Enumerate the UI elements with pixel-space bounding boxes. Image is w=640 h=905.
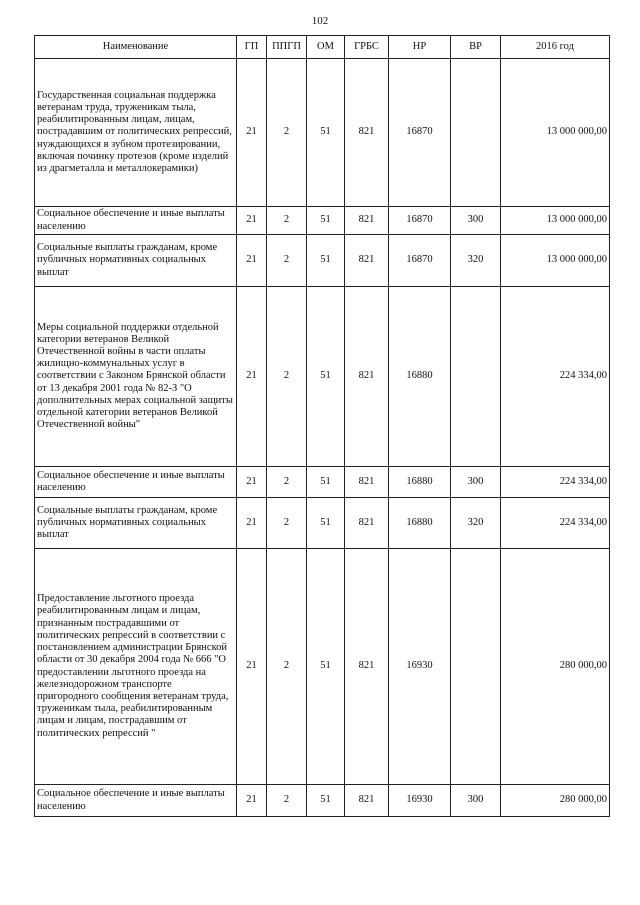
row-nr: 16880 xyxy=(389,287,451,467)
row-gp: 21 xyxy=(237,59,267,207)
row-om: 51 xyxy=(307,287,345,467)
row-grbs: 821 xyxy=(345,467,389,498)
row-gp: 21 xyxy=(237,235,267,287)
row-name: Меры социальной поддержки отдельной категории ветеранов Великой Отечественной войны в части оплаты жилищно-коммунальных услуг в соответствии с Законом Брянской области от 13 декабря 2001 года № 82-З "О дополнительных мерах социальной защиты отдельной категории ветеранов Великой Отечественной войны" xyxy=(35,287,237,467)
row-name: Социальное обеспечение и иные выплаты населению xyxy=(35,207,237,235)
col-header-ppgp: ППГП xyxy=(267,36,307,59)
row-amount: 13 000 000,00 xyxy=(501,235,610,287)
row-name: Социальное обеспечение и иные выплаты населению xyxy=(35,785,237,817)
row-om: 51 xyxy=(307,207,345,235)
table-row xyxy=(35,467,610,498)
row-nr: 16880 xyxy=(389,467,451,498)
table-row xyxy=(35,785,610,817)
row-nr: 16870 xyxy=(389,59,451,207)
page-number: 102 xyxy=(311,15,329,27)
col-header-gp: ГП xyxy=(237,36,267,59)
row-ppgp: 2 xyxy=(267,235,307,287)
row-nr: 16930 xyxy=(389,785,451,817)
table-row xyxy=(35,498,610,549)
table-row xyxy=(35,207,610,235)
row-om: 51 xyxy=(307,467,345,498)
row-gp: 21 xyxy=(237,549,267,785)
row-grbs: 821 xyxy=(345,785,389,817)
row-vr: 300 xyxy=(451,467,501,498)
row-vr: 300 xyxy=(451,207,501,235)
col-header-grbs: ГРБС xyxy=(345,36,389,59)
row-grbs: 821 xyxy=(345,235,389,287)
row-gp: 21 xyxy=(237,207,267,235)
row-name: Социальные выплаты гражданам, кроме публичных нормативных социальных выплат xyxy=(35,498,237,549)
row-name: Социальные выплаты гражданам, кроме публичных нормативных социальных выплат xyxy=(35,235,237,287)
row-grbs: 821 xyxy=(345,498,389,549)
table-row xyxy=(35,287,610,467)
row-ppgp: 2 xyxy=(267,549,307,785)
row-om: 51 xyxy=(307,549,345,785)
row-amount: 280 000,00 xyxy=(501,549,610,785)
row-ppgp: 2 xyxy=(267,467,307,498)
row-vr xyxy=(451,287,501,467)
row-amount: 224 334,00 xyxy=(501,287,610,467)
row-vr xyxy=(451,549,501,785)
budget-table xyxy=(34,35,610,817)
row-grbs: 821 xyxy=(345,287,389,467)
row-nr: 16870 xyxy=(389,235,451,287)
row-amount: 13 000 000,00 xyxy=(501,207,610,235)
row-gp: 21 xyxy=(237,467,267,498)
table-row xyxy=(35,59,610,207)
row-amount: 224 334,00 xyxy=(501,498,610,549)
row-vr: 300 xyxy=(451,785,501,817)
row-ppgp: 2 xyxy=(267,59,307,207)
row-grbs: 821 xyxy=(345,549,389,785)
row-nr: 16880 xyxy=(389,498,451,549)
row-name: Социальное обеспечение и иные выплаты населению xyxy=(35,467,237,498)
row-ppgp: 2 xyxy=(267,287,307,467)
row-ppgp: 2 xyxy=(267,498,307,549)
row-om: 51 xyxy=(307,498,345,549)
col-header-nr: НР xyxy=(389,36,451,59)
row-ppgp: 2 xyxy=(267,785,307,817)
col-header-om: ОМ xyxy=(307,36,345,59)
row-gp: 21 xyxy=(237,287,267,467)
row-nr: 16870 xyxy=(389,207,451,235)
row-om: 51 xyxy=(307,785,345,817)
row-name: Государственная социальная поддержка ветеранам труда, труженикам тыла, реабилитированным лицам, лицам, пострадавшим от политических репрессий, нуждающихся в зубном протезировании, включая починку протезов (кроме изделий из драгметалла и металлокерамики) xyxy=(35,59,237,207)
col-header-name: Наименование xyxy=(35,36,237,59)
row-amount: 13 000 000,00 xyxy=(501,59,610,207)
row-om: 51 xyxy=(307,59,345,207)
row-nr: 16930 xyxy=(389,549,451,785)
row-amount: 280 000,00 xyxy=(501,785,610,817)
row-amount: 224 334,00 xyxy=(501,467,610,498)
table-header-row xyxy=(35,36,610,59)
col-header-amount: 2016 год xyxy=(501,36,610,59)
row-gp: 21 xyxy=(237,785,267,817)
table-row xyxy=(35,235,610,287)
row-name: Предоставление льготного проезда реабилитированным лицам и лицам, признанным пострадавшими от политических репрессий в соответствии с постановлением администрации Брянской области от 30 декабря 2004 года № 666 "О предоставлении льготного проезда на железнодорожном транспорте пригородного сообщения ветеранам труда, труженикам тыла, реабилитированным лицам и лицам, пострадавшим от политических репрессий " xyxy=(35,549,237,785)
row-vr: 320 xyxy=(451,498,501,549)
col-header-vr: ВР xyxy=(451,36,501,59)
row-grbs: 821 xyxy=(345,207,389,235)
row-vr: 320 xyxy=(451,235,501,287)
row-vr xyxy=(451,59,501,207)
row-grbs: 821 xyxy=(345,59,389,207)
row-gp: 21 xyxy=(237,498,267,549)
row-om: 51 xyxy=(307,235,345,287)
table-row xyxy=(35,549,610,785)
row-ppgp: 2 xyxy=(267,207,307,235)
